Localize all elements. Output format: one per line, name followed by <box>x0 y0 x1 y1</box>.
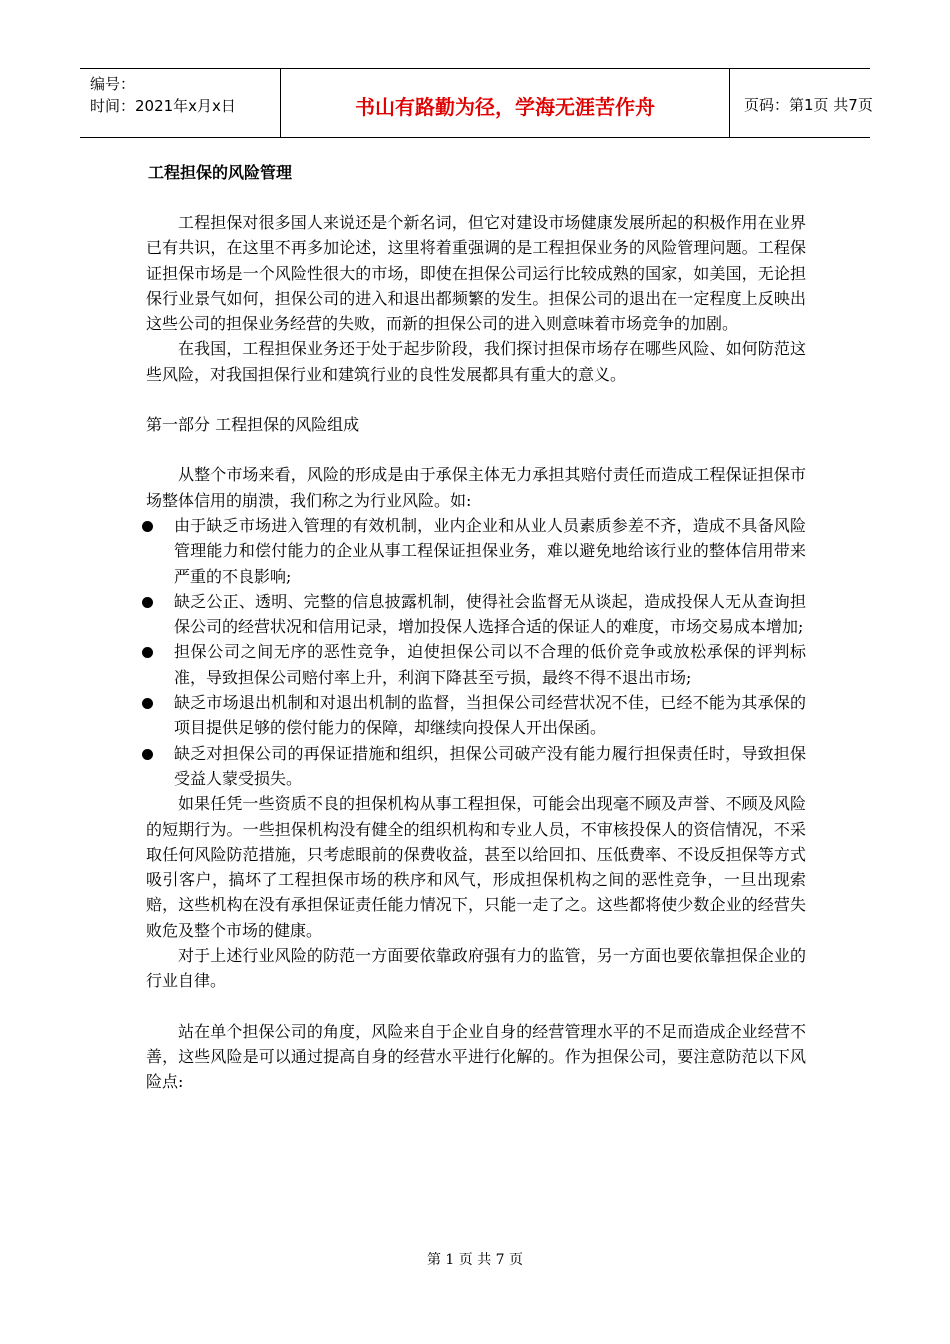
header-motto: 书山有路勤为径，学海无涯苦作舟 <box>355 95 655 119</box>
bullet-dot-icon <box>142 521 153 532</box>
header-page-number: 页码：第1页 共7页 <box>744 96 873 114</box>
bullet-item <box>146 690 806 741</box>
bullet-text: 由于缺乏市场进入管理的有效机制，业内企业和从业人员素质参差不齐，造成不具备风险管理能力和偿付能力的企业从事工程保证担保业务，难以避免地给该行业的整体信用带来严重的不良影响; <box>174 515 806 586</box>
bullet-text: 缺乏市场退出机制和对退出机制的监督，当担保公司经营状况不佳，已经不能为其承保的项目提供足够的偿付能力的保障，却继续向投保人开出保函。 <box>174 693 806 738</box>
header-meta-cell <box>80 69 281 137</box>
bullet-item <box>146 513 806 589</box>
bullet-text: 担保公司之间无序的恶性竞争，迫使担保公司以不合理的低价竞争或放松承保的评判标准，导致担保公司赔付率上升，利润下降甚至亏损，最终不得不退出市场; <box>174 642 806 687</box>
bullet-dot-icon <box>142 698 153 709</box>
industry-risk-paragraph: 从整个市场来看，风险的形成是由于承保主体无力承担其赔付责任而造成工程保证担保市场整体信用的崩溃，我们称之为行业风险。如: <box>146 465 806 510</box>
bullet-item <box>146 639 806 690</box>
page-footer: 第 1 页 共 7 页 <box>426 1252 524 1268</box>
section-heading: 第一部分 工程担保的风险组成 <box>146 415 360 435</box>
time-label: 时间：2021年x月x日 <box>90 97 236 115</box>
intro-paragraph-1: 工程担保对很多国人来说还是个新名词，但它对建设市场健康发展所起的积极作用在业界已有共识，在这里不再多加论述，这里将着重强调的是工程担保业务的风险管理问题。工程保证担保市场是一个风险性很大的市场，即使在担保公司运行比较成熟的国家，如美国，无论担保行业景气如何，担保公司的进入和退出都频繁的发生。担保公司的退出在一定程度上反映出这些公司的担保业务经营的失败，而新的担保公司的进入则意味着市场竞争的加剧。 <box>146 213 806 334</box>
document-title: 工程担保的风险管理 <box>148 163 293 182</box>
bullet-dot-icon <box>142 749 153 760</box>
code-label: 编号： <box>90 75 136 93</box>
intro-paragraph-2: 在我国，工程担保业务还于处于起步阶段，我们探讨担保市场存在哪些风险、如何防范这些风险，对我国担保行业和建筑行业的良性发展都具有重大的意义。 <box>146 339 806 384</box>
bullet-item <box>146 589 806 640</box>
company-risk-paragraph: 站在单个担保公司的角度，风险来自于企业自身的经营管理水平的不足而造成企业经营不善，这些风险是可以通过提高自身的经营水平进行化解的。作为担保公司，要注意防范以下风险点: <box>146 1021 806 1092</box>
bullet-item <box>146 741 806 792</box>
header-motto-cell <box>281 69 730 137</box>
header-page-cell <box>730 69 873 137</box>
bullet-text: 缺乏公正、透明、完整的信息披露机制，使得社会监督无从谈起，造成投保人无从查询担保公司的经营状况和信用记录，增加投保人选择合适的保证人的难度，市场交易成本增加; <box>174 591 806 637</box>
self-discipline-paragraph: 对于上述行业风险的防范一方面要依靠政府强有力的监管，另一方面也要依靠担保企业的行业自律。 <box>146 946 806 991</box>
bullet-text: 缺乏对担保公司的再保证措施和组织，担保公司破产没有能力履行担保责任时，导致担保受益人蒙受损失。 <box>174 743 806 788</box>
market-risk-paragraph: 如果任凭一些资质不良的担保机构从事工程担保，可能会出现毫不顾及声誉、不顾及风险的短期行为。一些担保机构没有健全的组织机构和专业人员，不审核投保人的资信情况，不采取任何风险防范措施，只考虑眼前的保费收益，甚至以给回扣、压低费率、不设反担保等方式吸引客户，搞坏了工程担保市场的秩序和风气，形成担保机构之间的恶性竞争，一旦出现索赔，这些机构在没有承担保证责任能力情况下，只能一走了之。这些都将使少数企业的经营失败危及整个市场的健康。 <box>146 794 806 940</box>
document-body <box>146 210 806 1095</box>
page-header <box>80 68 873 138</box>
bullet-dot-icon <box>142 597 153 608</box>
bullet-dot-icon <box>142 647 153 658</box>
